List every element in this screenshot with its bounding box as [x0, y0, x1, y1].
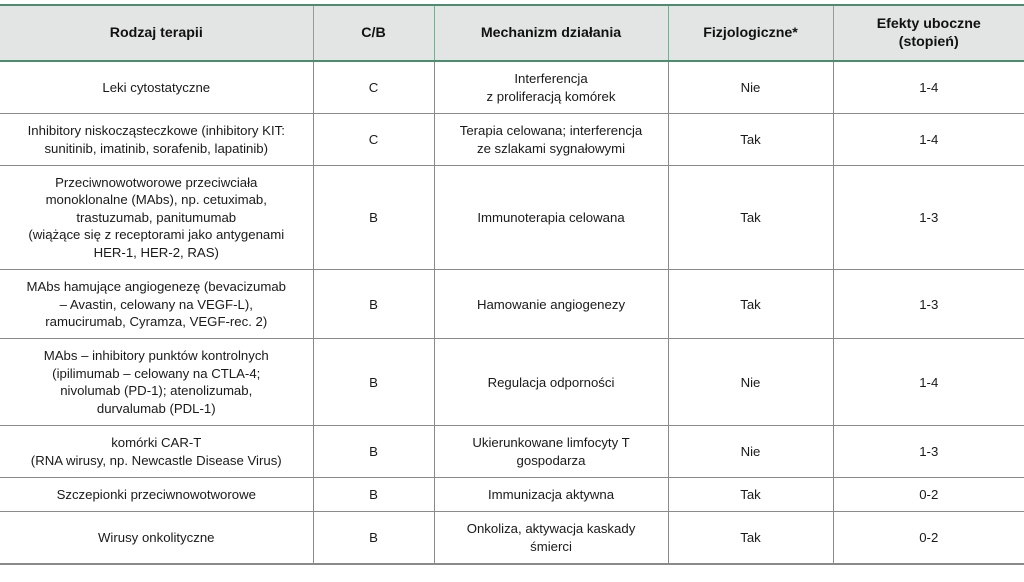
- cell-therapy-type: Szczepionki przeciwnowotworowe: [0, 477, 313, 511]
- column-header-side-effects-line1: Efekty uboczne: [876, 16, 981, 32]
- cell-side-effects: 1-4: [833, 114, 1024, 166]
- cell-therapy-type-line3: trastuzumab, panitumumab: [76, 209, 237, 225]
- cell-therapy-type: [0, 114, 313, 166]
- cell-therapy-type: [0, 166, 313, 270]
- cell-mechanism: [434, 114, 668, 166]
- cell-mechanism: Immunoterapia celowana: [434, 166, 668, 270]
- cell-cb: B: [313, 426, 434, 478]
- cell-side-effects: 0-2: [833, 477, 1024, 511]
- cell-therapy-type-line2: monoklonalne (MAbs), np. cetuximab,: [45, 192, 267, 208]
- cell-mechanism: [434, 512, 668, 564]
- cell-cb: B: [313, 512, 434, 564]
- column-header-physiological: Fizjologiczne*: [668, 5, 833, 61]
- cell-mechanism-line2: gospodarza: [516, 452, 586, 468]
- cell-therapy-type-line4: durvalumab (PDL-1): [96, 400, 216, 416]
- cell-mechanism-line2: z proliferacją komórek: [486, 88, 616, 104]
- therapy-comparison-table: [0, 4, 1024, 565]
- cell-therapy-type-line1: MAbs hamujące angiogenezę (bevacizumab: [26, 279, 286, 295]
- cell-mechanism-line1: Onkoliza, aktywacja kaskady: [466, 521, 636, 537]
- cell-therapy-type-line1: Przeciwnowotworowe przeciwciała: [55, 175, 258, 191]
- column-header-therapy-type: Rodzaj terapii: [0, 5, 313, 61]
- cell-physiological: Nie: [668, 426, 833, 478]
- cell-side-effects: 1-4: [833, 61, 1024, 113]
- cell-therapy-type-line2: (RNA wirusy, np. Newcastle Disease Virus): [30, 452, 282, 468]
- cell-cb: C: [313, 114, 434, 166]
- cell-mechanism-line1: Interferencja: [514, 71, 588, 87]
- table-row: [0, 477, 1024, 511]
- table-row: [0, 426, 1024, 478]
- cell-therapy-type-line2: – Avastin, celowany na VEGF-L),: [59, 296, 253, 312]
- column-header-side-effects-line2: (stopień): [898, 34, 959, 51]
- cell-therapy-type: [0, 426, 313, 478]
- column-header-cb: C/B: [313, 5, 434, 61]
- cell-mechanism: [434, 426, 668, 478]
- cell-side-effects: 1-3: [833, 426, 1024, 478]
- cell-mechanism-line2: śmierci: [530, 538, 572, 554]
- cell-side-effects: 0-2: [833, 512, 1024, 564]
- cell-cb: B: [313, 339, 434, 426]
- cell-physiological: Nie: [668, 339, 833, 426]
- table-row: [0, 270, 1024, 339]
- cell-side-effects: 1-4: [833, 339, 1024, 426]
- cell-therapy-type-line2: sunitinib, imatinib, sorafenib, lapatinib): [44, 140, 269, 156]
- cell-therapy-type-line2: (ipilimumab – celowany na CTLA-4;: [52, 365, 261, 381]
- cell-cb: B: [313, 166, 434, 270]
- cell-side-effects: 1-3: [833, 270, 1024, 339]
- column-header-side-effects: [833, 5, 1024, 61]
- cell-therapy-type: [0, 339, 313, 426]
- cell-therapy-type-line1: Inhibitory niskocząsteczkowe (inhibitory KIT:: [27, 123, 285, 139]
- cell-therapy-type: Leki cytostatyczne: [0, 61, 313, 113]
- cell-physiological: Tak: [668, 512, 833, 564]
- table-row: [0, 339, 1024, 426]
- cell-physiological: Tak: [668, 477, 833, 511]
- table-body: [0, 61, 1024, 564]
- cell-mechanism-line2: ze szlakami sygnałowymi: [476, 140, 626, 156]
- table-header: [0, 5, 1024, 61]
- cell-therapy-type: Wirusy onkolityczne: [0, 512, 313, 564]
- cell-mechanism-line1: Ukierunkowane limfocyty T: [472, 435, 630, 451]
- table-row: [0, 114, 1024, 166]
- cell-side-effects: 1-3: [833, 166, 1024, 270]
- cell-therapy-type-line1: komórki CAR-T: [111, 435, 202, 451]
- cell-physiological: Nie: [668, 61, 833, 113]
- cell-cb: B: [313, 477, 434, 511]
- table-row: [0, 61, 1024, 113]
- cell-mechanism: Immunizacja aktywna: [434, 477, 668, 511]
- table-row: [0, 166, 1024, 270]
- cell-mechanism: Regulacja odporności: [434, 339, 668, 426]
- cell-therapy-type-line3: ramucirumab, Cyramza, VEGF-rec. 2): [45, 313, 268, 329]
- cell-cb: B: [313, 270, 434, 339]
- cell-therapy-type-line1: MAbs – inhibitory punktów kontrolnych: [43, 348, 269, 364]
- column-header-mechanism: Mechanizm działania: [434, 5, 668, 61]
- cell-mechanism-line1: Terapia celowana; interferencja: [459, 123, 643, 139]
- cell-physiological: Tak: [668, 114, 833, 166]
- cell-physiological: Tak: [668, 166, 833, 270]
- cell-therapy-type-line3: nivolumab (PD-1); atenolizumab,: [60, 383, 253, 399]
- cell-mechanism: Hamowanie angiogenezy: [434, 270, 668, 339]
- table-header-row: [0, 5, 1024, 61]
- cell-physiological: Tak: [668, 270, 833, 339]
- table-row: [0, 512, 1024, 564]
- cell-mechanism: [434, 61, 668, 113]
- cell-therapy-type-line5: HER-1, HER-2, RAS): [93, 244, 219, 260]
- cell-cb: C: [313, 61, 434, 113]
- cell-therapy-type-line4: (wiążące się z receptorami jako antygenami: [28, 227, 285, 243]
- cell-therapy-type: [0, 270, 313, 339]
